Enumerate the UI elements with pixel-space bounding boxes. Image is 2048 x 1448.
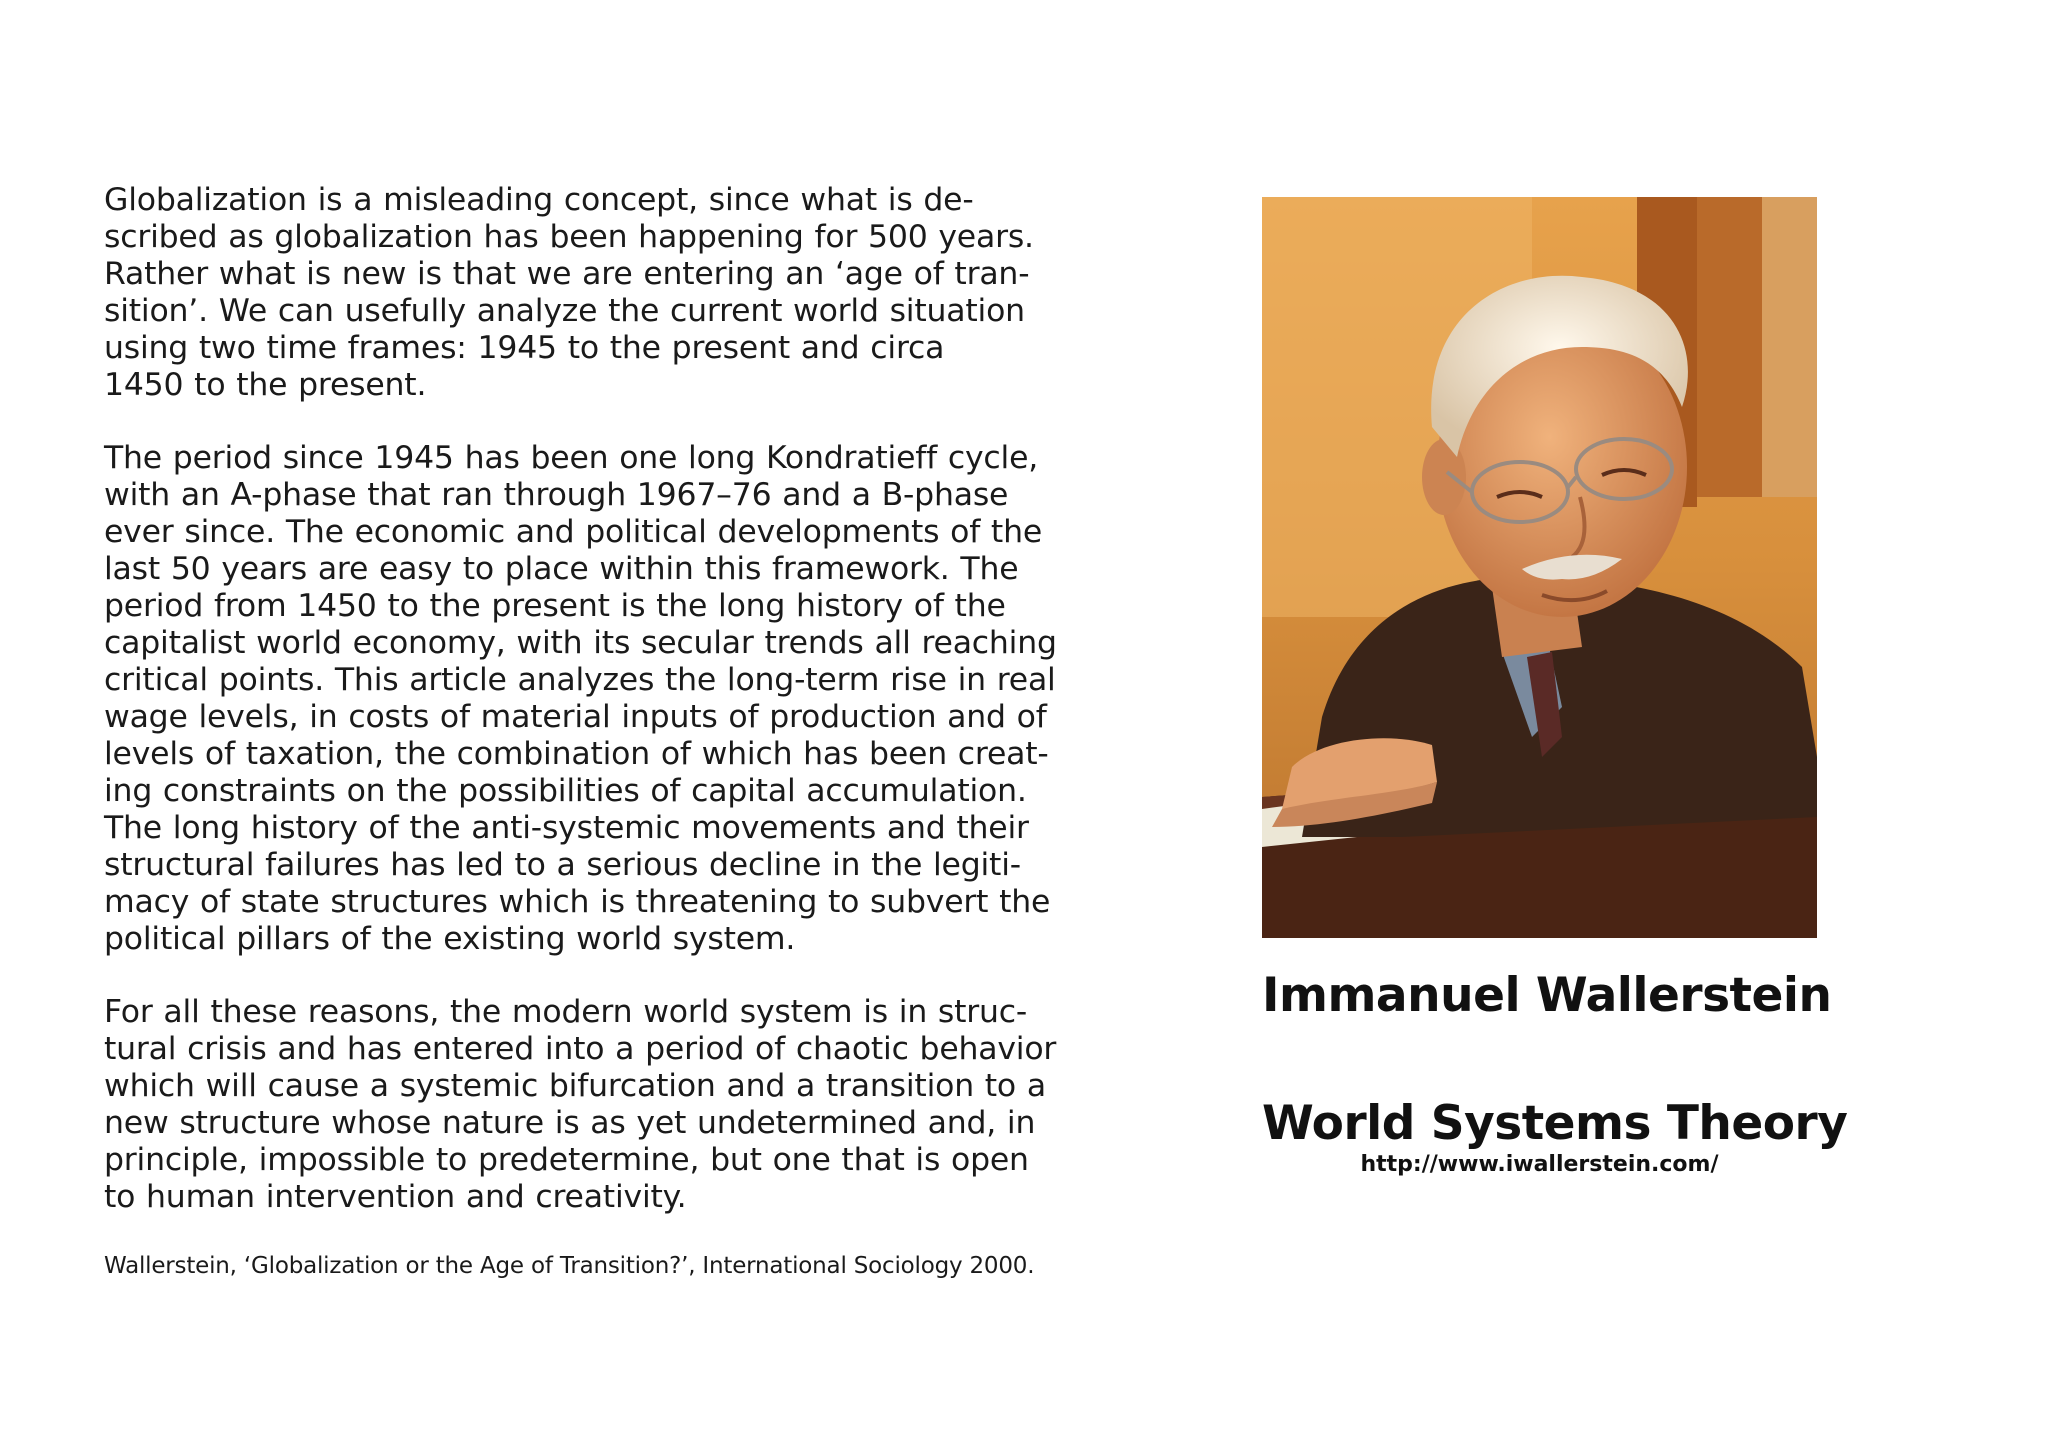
text-line: The long history of the anti-systemic movements and their — [104, 810, 1029, 846]
text-line: last 50 years are easy to place within this framework. The — [104, 551, 1019, 587]
author-name: Immanuel Wallerstein — [1262, 968, 1832, 1023]
text-line: which will cause a systemic bifurcation and a transition to a — [104, 1068, 1046, 1104]
text-line: 1450 to the present. — [104, 367, 427, 403]
article-text — [104, 182, 1057, 1280]
text-line: period from 1450 to the present is the long history of the — [104, 588, 1006, 624]
text-line: ever since. The economic and political developments of the — [104, 514, 1043, 550]
text-line: structural failures has led to a serious decline in the legiti- — [104, 847, 1021, 883]
text-line: political pillars of the existing world system. — [104, 921, 796, 957]
text-line: principle, impossible to predetermine, but one that is open — [104, 1142, 1029, 1178]
paragraph-kondratieff — [104, 440, 1057, 958]
text-line: wage levels, in costs of material inputs of production and of — [104, 699, 1047, 735]
theory-title: World Systems Theory — [1262, 1096, 1848, 1151]
text-line: new structure whose nature is as yet undetermined and, in — [104, 1105, 1036, 1141]
text-line: critical points. This article analyzes the long-term rise in real — [104, 662, 1056, 698]
citation: Wallerstein, ‘Globalization or the Age of Transition?’, International Sociology 2000. — [104, 1253, 1035, 1279]
text-line: capitalist world economy, with its secular trends all reaching — [104, 625, 1057, 661]
author-portrait-photo — [1262, 197, 1817, 938]
text-line: tural crisis and has entered into a period of chaotic behavior — [104, 1031, 1057, 1067]
text-line: The period since 1945 has been one long Kondratieff cycle, — [104, 440, 1039, 476]
text-line: levels of taxation, the combination of which has been creat- — [104, 736, 1049, 772]
paragraph-globalization — [104, 182, 1044, 404]
text-line: ing constraints on the possibilities of capital accumulation. — [104, 773, 1027, 809]
text-line: Globalization is a misleading concept, since what is de- — [104, 182, 974, 218]
text-line: For all these reasons, the modern world system is in struc- — [104, 994, 1028, 1030]
paragraph-structural-crisis — [104, 994, 1057, 1216]
text-line: to human intervention and creativity. — [104, 1179, 687, 1215]
text-line: macy of state structures which is threatening to subvert the — [104, 884, 1051, 920]
text-line: using two time frames: 1945 to the present and circa — [104, 330, 945, 366]
text-line: scribed as globalization has been happening for 500 years. — [104, 219, 1034, 255]
website-url-link[interactable]: http://www.iwallerstein.com/ — [1360, 1152, 1719, 1177]
text-line: sition’. We can usefully analyze the current world situation — [104, 293, 1025, 329]
text-line: Rather what is new is that we are entering an ‘age of tran- — [104, 256, 1030, 292]
text-line: with an A-phase that ran through 1967–76 and a B-phase — [104, 477, 1009, 513]
